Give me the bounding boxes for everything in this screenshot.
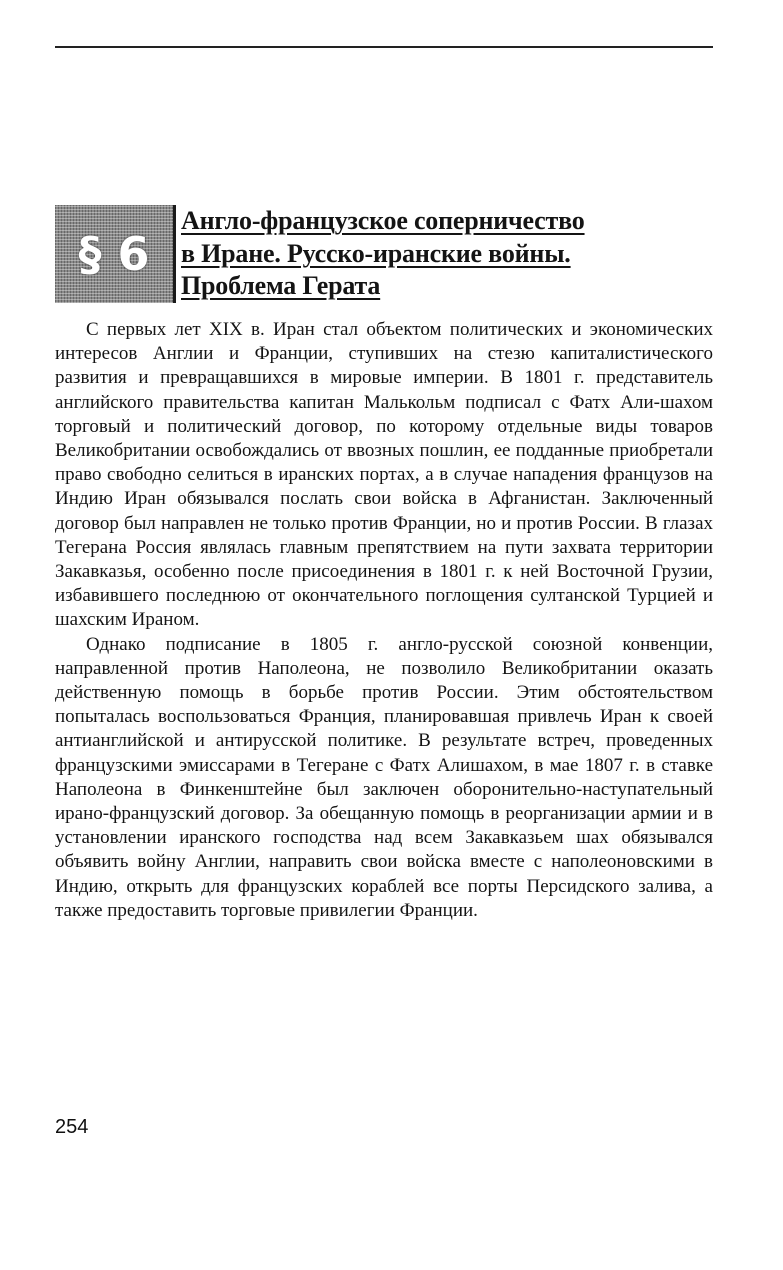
badge-divider [173, 205, 176, 303]
paragraph: Однако подписание в 1805 г. англо-русской союзной конвенции, направленной против Наполеона, не позволило Великобритании оказать действенную помощь в борьбе против России. Этим обстоятельством попыталась воспользоваться Франция, планировавшая привлечь Иран к своей антианглийской и антирусской политике. В результате встреч, проведенных французскими эмиссарами в Тегеране с Фатх Алишахом, в мае 1807 г. в ставке Наполеона в Финкенштейне был заключен оборонительно-наступательный ирано-французский договор. За обещанную помощь в реорганизации армии и в установлении иранского господства над всем Закавказьем шах обязывался объявить войну Англии, направить свои войска вместе с наполеоновскими в Индию, открыть для французских кораблей все порты Персидского залива, а также предоставить торговые привилегии Франции. [55, 633, 713, 921]
section-header [55, 205, 715, 303]
section-title [181, 205, 721, 303]
section-number-badge: § 6 [55, 205, 173, 303]
section-title-line: Англо-французское соперничество [181, 206, 585, 235]
section-title-line: Проблема Герата [181, 271, 381, 300]
paragraph: С первых лет XIX в. Иран стал объектом политических и экономических интересов Англии и Франции, ступивших на стезю капиталистического развития и превращавшихся в мировые империи. В 1801 г. представитель английского правительства капитан Малькольм подписал с Фатх Али-шахом торговый и политический договор, по которому отдельные виды товаров Великобритании освобождались от ввозных пошлин, ее подданные приобретали право свободно селиться в иранских портах, а в случае нападения французов на Индию Иран обязывался послать свои войска в Афганистан. Заключенный договор был направлен не только против Франции, но и против России. В глазах Тегерана Россия являлась главным препятствием на пути захвата территории Закавказья, особенно после присоединения в 1801 г. к ней Восточной Грузии, избавившего последнюю от окончательного поглощения султанской Турцией и шахским Ираном. [55, 319, 713, 631]
section-title-line: в Иране. Русско-иранские войны. [181, 238, 571, 268]
body-text [55, 318, 713, 923]
top-rule [55, 46, 713, 48]
page-number: 254 [55, 1116, 89, 1138]
